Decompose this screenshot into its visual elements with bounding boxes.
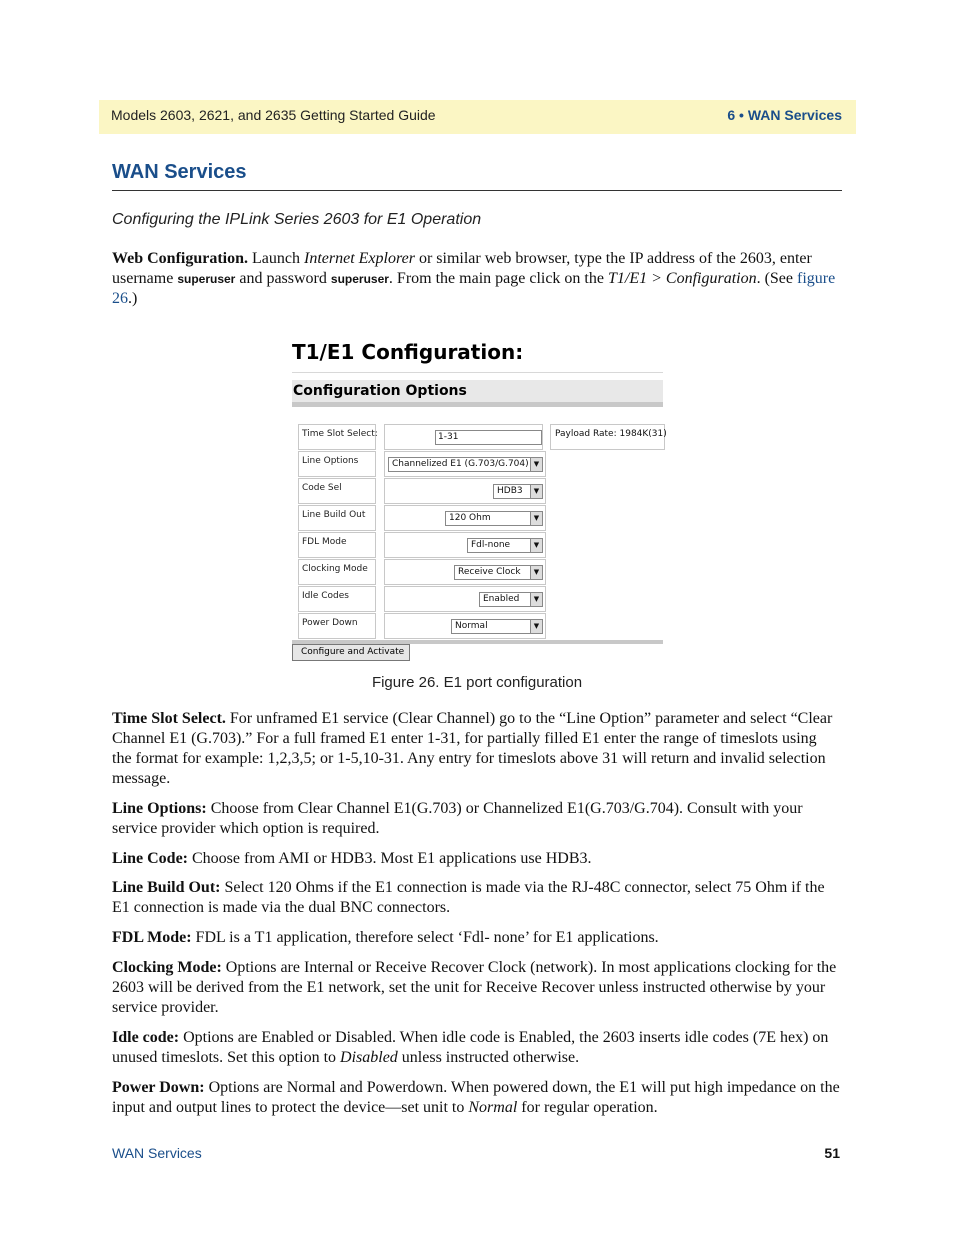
figure-caption: Figure 26. E1 port configuration: [371, 674, 583, 691]
intro-password: superuser: [330, 272, 389, 286]
label-text: Idle Codes: [302, 591, 349, 601]
config-screenshot: [292, 340, 667, 660]
select-value: HDB3: [497, 486, 523, 496]
dropdown-arrow-icon[interactable]: ▼: [530, 512, 542, 525]
header-guide-title: Models 2603, 2621, and 2635 Getting Started Guide: [111, 107, 436, 123]
param-term: Time Slot Select.: [112, 710, 226, 727]
param-text: Select 120 Ohms if the E1 connection is made via the RJ-48C connector, select 75 Ohm if the E1 connection is made via the dual BNC connectors.: [112, 879, 825, 916]
clocking-mode-select[interactable]: [454, 565, 543, 580]
select-value: Fdl-none: [471, 540, 511, 550]
field-cell: [384, 613, 546, 639]
line-build-out-select[interactable]: [445, 511, 543, 526]
param-fdl-mode: [112, 928, 840, 948]
field-cell: [384, 424, 543, 450]
options-header-underline: [292, 402, 663, 407]
intro-paragraph: [112, 249, 840, 309]
page-number: 51: [824, 1145, 840, 1161]
param-emphasis: Disabled: [340, 1049, 398, 1066]
dropdown-arrow-icon[interactable]: ▼: [530, 593, 542, 606]
field-label: [298, 532, 376, 558]
intro-text: . (See: [756, 270, 798, 287]
intro-ie: Internet Explorer: [304, 250, 415, 267]
header-chapter: 6 • WAN Services: [727, 107, 842, 123]
param-line-code: [112, 849, 840, 869]
options-header: Configuration Options: [293, 383, 467, 399]
param-text: Choose from Clear Channel E1(G.703) or Channelized E1(G.703/G.704). Consult with your service provider which option is required.: [112, 800, 803, 837]
intro-text: Launch: [248, 250, 304, 267]
fdl-mode-select[interactable]: [467, 538, 543, 553]
field-label: [298, 478, 376, 504]
intro-menu-path: T1/E1 > Configuration: [607, 270, 757, 287]
idle-codes-select[interactable]: [479, 592, 543, 607]
field-cell: [384, 451, 546, 477]
figure-link[interactable]: figure 26: [112, 270, 836, 307]
subheading: Configuring the IPLink Series 2603 for E1 Operation: [112, 211, 482, 228]
param-term: Line Options:: [112, 800, 207, 817]
dropdown-arrow-icon[interactable]: ▼: [530, 539, 542, 552]
param-term: FDL Mode:: [112, 929, 192, 946]
row-fdl-mode: [298, 532, 663, 558]
param-term: Clocking Mode:: [112, 959, 222, 976]
line-options-select[interactable]: [388, 457, 543, 472]
options-header-bar: [292, 380, 663, 402]
title-rule: [112, 190, 842, 191]
label-text: Clocking Mode: [302, 564, 368, 574]
footer-section: WAN Services: [112, 1145, 202, 1161]
param-text: FDL is a T1 application, therefore select ‘Fdl- none’ for E1 applications.: [191, 929, 659, 946]
param-term: Line Build Out:: [112, 879, 221, 896]
select-value: 120 Ohm: [449, 513, 491, 523]
param-idle-code: [112, 1028, 840, 1068]
param-text: Choose from AMI or HDB3. Most E1 applications use HDB3.: [188, 850, 592, 867]
param-line-build-out: [112, 878, 840, 918]
field-cell: [384, 505, 546, 531]
label-text: Line Options: [302, 456, 359, 466]
field-label: [298, 613, 376, 639]
label-text: FDL Mode: [302, 537, 347, 547]
dropdown-arrow-icon[interactable]: ▼: [530, 485, 542, 498]
row-time-slot: [298, 424, 667, 450]
dropdown-arrow-icon[interactable]: ▼: [530, 566, 542, 579]
dropdown-arrow-icon[interactable]: ▼: [530, 458, 542, 471]
field-cell: [384, 532, 546, 558]
param-emphasis: Normal: [468, 1099, 518, 1116]
row-line-options: [298, 451, 663, 477]
row-power-down: [298, 613, 663, 639]
power-down-select[interactable]: [451, 619, 543, 634]
select-value: Normal: [455, 621, 488, 631]
code-sel-select[interactable]: [493, 484, 543, 499]
screenshot-rule: [292, 372, 663, 373]
configure-activate-button[interactable]: [292, 644, 410, 661]
field-label: [298, 586, 376, 612]
field-cell: [384, 586, 546, 612]
row-code-sel: [298, 478, 663, 504]
field-label: [298, 424, 376, 450]
intro-lead: Web Configuration.: [112, 250, 249, 267]
param-text: Options are Internal or Receive Recover Clock (network). In most applications clocking for the 2603 will be derived from the E1 network, set the unit for Receive Recover unless instructed otherwise by your service provider.: [112, 959, 837, 1016]
field-label: [298, 451, 376, 477]
intro-text: . From the main page click on the: [388, 270, 608, 287]
row-clocking-mode: [298, 559, 663, 585]
row-line-build-out: [298, 505, 663, 531]
intro-text: and password: [235, 270, 331, 287]
field-cell: [384, 478, 546, 504]
param-text: For unframed E1 service (Clear Channel) go to the “Line Option” parameter and select “Clear Channel E1 (G.703).” For a full framed E1 enter 1-31, for partially filled E1 enter the range of timeslots using the format for example: 1,2,3,5; or 1-5,10-31. Any entry for timeslots above 31 will return and invalid selection message.: [112, 710, 833, 787]
param-line-options: [112, 799, 840, 839]
param-clocking-mode: [112, 958, 840, 1018]
label-text: Line Build Out: [302, 510, 366, 520]
field-label: [298, 559, 376, 585]
label-text: Power Down: [302, 618, 358, 628]
field-label: [298, 505, 376, 531]
row-idle-codes: [298, 586, 663, 612]
param-term: Line Code:: [112, 850, 188, 867]
dropdown-arrow-icon[interactable]: ▼: [530, 620, 542, 633]
field-cell: [384, 559, 546, 585]
label-text: Time Slot Select:: [302, 429, 378, 439]
param-text: Options are Normal and Powerdown. When powered down, the E1 will put high impedance on the input and output lines to protect the device—set unit to: [112, 1079, 840, 1116]
intro-text: or similar web browser, type the IP address of the 2603, enter username: [112, 250, 812, 287]
select-value: Channelized E1 (G.703/G.704): [392, 459, 529, 469]
param-power-down: [112, 1078, 840, 1118]
param-time-slot: [112, 709, 840, 789]
payload-rate: [550, 424, 665, 450]
param-text: unless instructed otherwise.: [397, 1049, 580, 1066]
param-text: for regular operation.: [517, 1099, 658, 1116]
intro-username: superuser: [177, 272, 236, 286]
input-value: 1-31: [438, 432, 459, 442]
screenshot-title: T1/E1 Configuration:: [292, 340, 524, 364]
section-title: WAN Services: [112, 161, 247, 183]
payload-text: Payload Rate: 1984K(31): [555, 429, 667, 439]
param-text: Options are Enabled or Disabled. When idle code is Enabled, the 2603 inserts idle codes (7E hex) on unused timeslots. Set this option to: [112, 1029, 829, 1066]
param-term: Idle code:: [112, 1029, 180, 1046]
button-label: Configure and Activate: [301, 647, 405, 657]
param-term: Power Down:: [112, 1079, 205, 1096]
time-slot-input[interactable]: [435, 430, 542, 445]
label-text: Code Sel: [302, 483, 342, 493]
select-value: Enabled: [483, 594, 520, 604]
select-value: Receive Clock: [458, 567, 521, 577]
intro-text: .): [128, 290, 138, 307]
running-header: [99, 100, 856, 134]
